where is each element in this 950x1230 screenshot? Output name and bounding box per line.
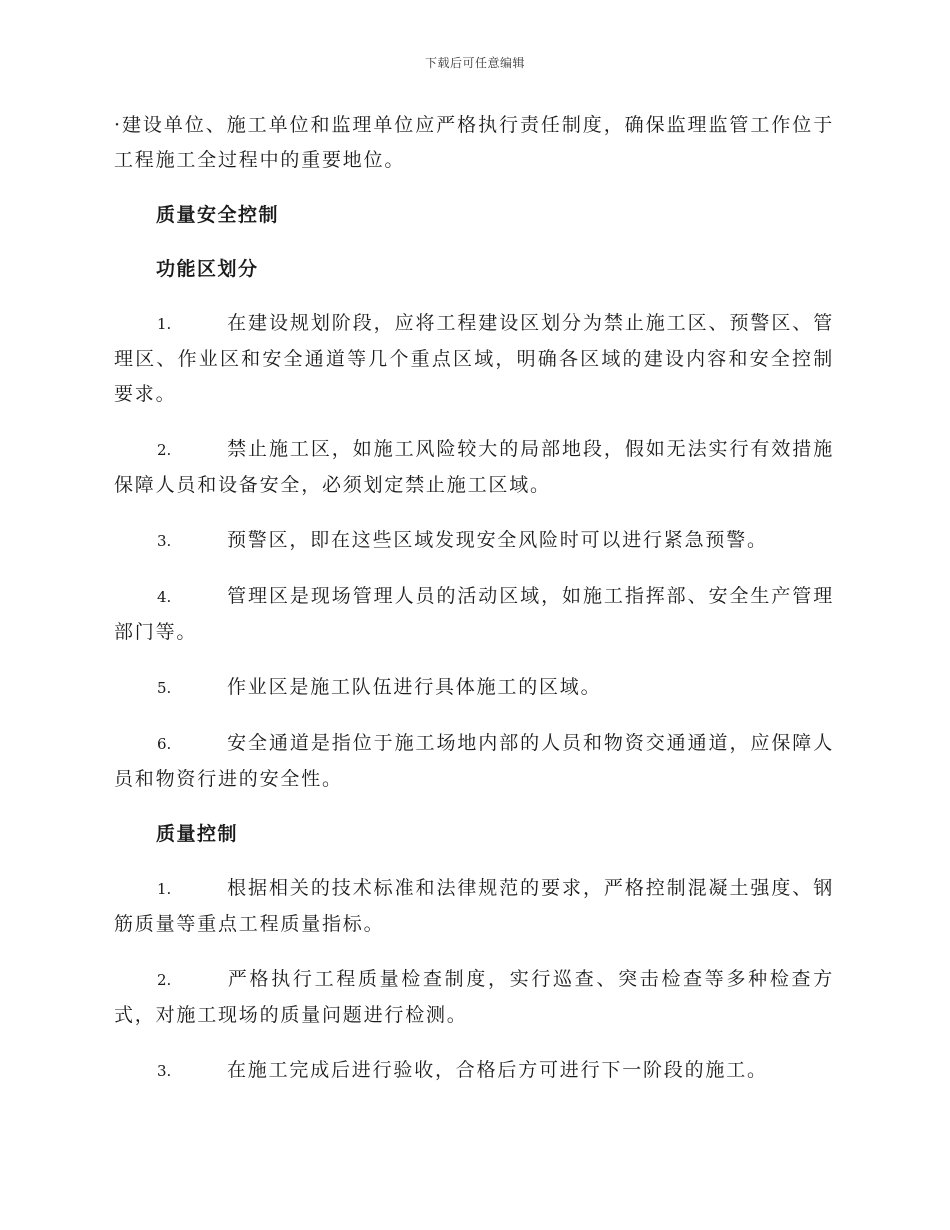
list-item: [114, 306, 834, 412]
item-number: 2.: [157, 971, 172, 989]
item-text: 根据相关的技术标准和法律规范的要求，严格控制混凝土强度、钢筋质量等重点工程质量指标。: [114, 877, 834, 935]
list-item: [114, 962, 834, 1033]
subsection-heading-quality: 质量控制: [156, 823, 239, 845]
zones-list: [114, 306, 834, 797]
section-heading: 质量安全控制: [156, 204, 280, 226]
item-text: 预警区，即在这些区域发现安全风险时可以进行紧急预警。: [227, 529, 768, 551]
item-text: 禁止施工区，如施工风险较大的局部地段，假如无法实行有效措施保障人员和设备安全，必须划定禁止施工区域。: [114, 438, 834, 496]
list-item: [114, 432, 834, 503]
item-text: 在建设规划阶段，应将工程建设区划分为禁止施工区、预警区、管理区、作业区和安全通道等几个重点区域，明确各区域的建设内容和安全控制要求。: [114, 312, 834, 405]
item-number: 1.: [157, 315, 172, 333]
item-number: 5.: [157, 679, 172, 697]
item-number: 6.: [157, 735, 172, 753]
list-item: [114, 1053, 834, 1089]
item-number: 3.: [157, 1062, 172, 1080]
item-number: 4.: [157, 588, 172, 606]
list-item: [114, 579, 834, 650]
item-number: 3.: [157, 532, 172, 550]
page-header: 下载后可任意编辑: [424, 56, 525, 70]
item-number: 2.: [157, 441, 172, 459]
list-item: [114, 726, 834, 797]
item-text: 在施工完成后进行验收，合格后方可进行下一阶段的施工。: [227, 1059, 768, 1081]
item-text: 严格执行工程质量检查制度，实行巡查、突击检查等多种检查方式，对施工现场的质量问题进行检测。: [114, 968, 834, 1026]
item-number: 1.: [157, 880, 172, 898]
document-body: [114, 108, 834, 1109]
subsection-heading-zones: 功能区划分: [156, 258, 259, 280]
list-item: [114, 523, 834, 559]
item-text: 安全通道是指位于施工场地内部的人员和物资交通通道，应保障人员和物资行进的安全性。: [114, 732, 834, 790]
item-text: 作业区是施工队伍进行具体施工的区域。: [227, 676, 602, 698]
list-item: [114, 670, 834, 706]
quality-list: [114, 871, 834, 1089]
intro-paragraph: ·建设单位、施工单位和监理单位应严格执行责任制度，确保监理监管工作位于工程施工全过程中的重要地位。: [114, 114, 834, 171]
item-text: 管理区是现场管理人员的活动区域，如施工指挥部、安全生产管理部门等。: [114, 585, 834, 643]
list-item: [114, 871, 834, 942]
